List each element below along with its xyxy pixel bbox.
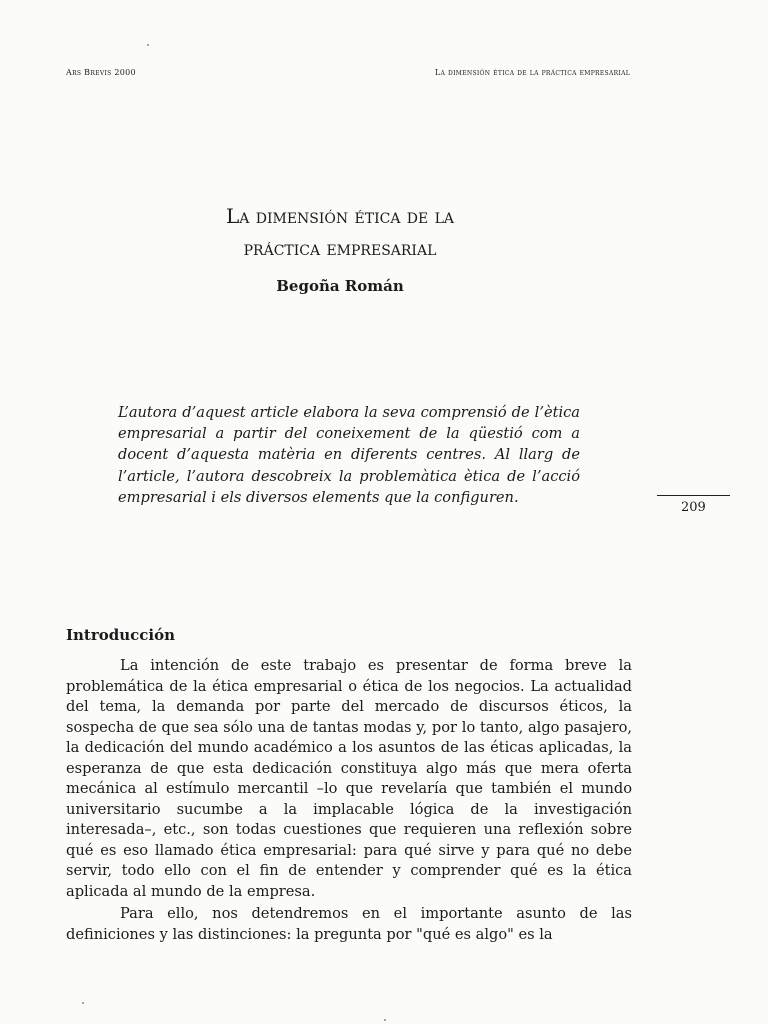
article-title — [120, 200, 560, 264]
section-heading: Introducción — [66, 626, 176, 644]
title-line-1: La dimensión ética de la — [226, 204, 454, 228]
body-paragraph-2: Para ello, nos detendremos en el importante asunto de las definiciones y las distinciones: la pregunta por "qué es algo" es la — [66, 905, 632, 943]
body-paragraph-1: La intención de este trabajo es presentar de forma breve la problemática de la ética empresarial o ética de los negocios. La actualidad del tema, la demanda por parte del mercado de discursos éticos, la sospecha de que sea sólo una de tantas modas y, por lo tanto, algo pasajero, la dedicación del mundo académico a los asuntos de las éticas aplicadas, la esperanza de que esta dedicación constituya algo más que mera oferta mecánica al estímulo mercantil –lo que revelaría que también el mundo universitario sucumbe a la implacable lógica de la investigación interesada–, etc., son todas cuestiones que requieren una reflexión sobre qué es eso llamado ética empresarial: para qué sirve y para qué no debe servir, todo ello con el fin de entender y comprender qué es la ética aplicada al mundo de la empresa. — [66, 657, 632, 900]
running-head-left: Ars Brevis 2000 — [66, 68, 136, 77]
page-number-rule — [657, 495, 730, 496]
page-number: 209 — [681, 500, 706, 515]
scan-speck — [147, 44, 149, 46]
scan-speck — [384, 1019, 386, 1021]
abstract: L’autora d’aquest article elabora la seva comprensió de l’ètica empresarial a partir del coneixement de la qüestió com a docent d’aquesta matèria en diferents centres. Al llarg de l’article, l’autora descobreix la problemàtica ètica de l’acció empresarial i els diversos elements que la configuren. — [118, 404, 580, 506]
running-head-right: La dimensión ética de la práctica empresarial — [434, 68, 630, 77]
scan-speck — [82, 1002, 84, 1004]
title-line-2: práctica empresarial — [243, 236, 437, 260]
author-name: Begoña Román — [276, 277, 404, 295]
